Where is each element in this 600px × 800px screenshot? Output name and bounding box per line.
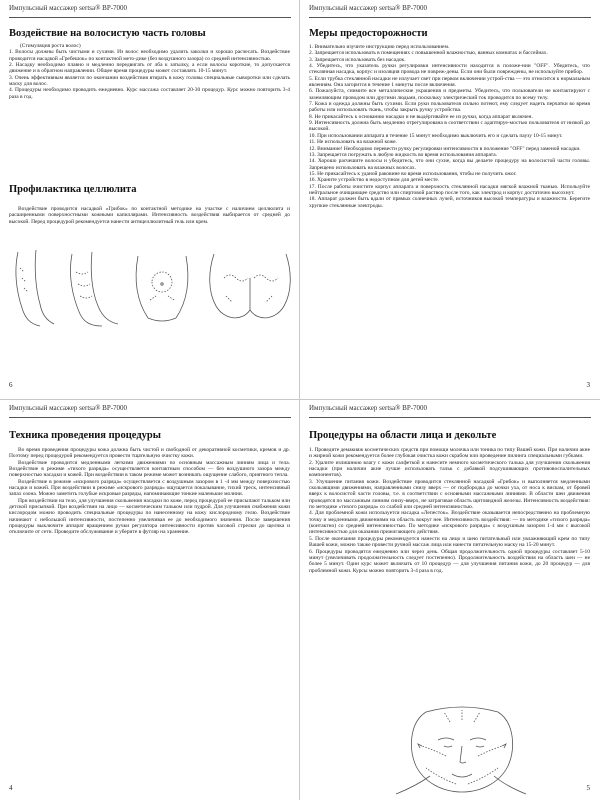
paragraph: Воздействие в режиме «искрового разряда» осуществляется с воздушным зазором в 1 -4 мм между поверхностью насадки и кожей. При воздействии в режиме «искрового разряда» ощущается покалывание, тихий треск, интенсивный запах озона. Можно заметить голубые искровые разряды, напоминающие тонкие маленькие молнии. bbox=[9, 478, 290, 498]
paragraph: Воздействие проводится насадкой «Грибок» по контактной методике на участке с наличием целлюлита и расширенными поверхностными кожными капиллярами. Интенсивность воздействия выбирается от средней до высокой. Перед процедурой рекомендуется нанести антицеллюлитный гель или крем. bbox=[9, 206, 290, 225]
cellulite-massage-illustration bbox=[10, 248, 295, 328]
paragraph: 1. Волосы должны быть чистыми и сухими. Из волос необходимо удалить заколки и хорошо расчесать. Воздействие проводится насадкой «Гребешок» по контактной мето-дике (без воздушного зазора) со средней интенсивностью. bbox=[9, 49, 290, 62]
header-rule bbox=[9, 17, 291, 18]
list-item: 11. Не использовать на влажной коже. bbox=[309, 139, 397, 146]
technique-body bbox=[9, 447, 290, 536]
paragraph: 2. Насадку необходимо плавно и медленно передвигать от лба к затылку, а если волосы короткие, то допускается движение и в обратном направлении. Общее время процедуры может составлять 10-15 минут. bbox=[9, 62, 290, 75]
paragraph: 3. Очень эффективным является по окончании воздействия втирать в кожу головы специальные сыворотки или сделать маску для волос. bbox=[9, 74, 290, 88]
page-6 bbox=[0, 0, 300, 400]
list-item: 5. После окончания процедуры рекомендуется нанести на лицо и шею питательный или увлажняющий крем по типу Вашей кожи, можно также провести ручной массаж лица или нанести питательную маску на 15-20 минут. bbox=[309, 535, 590, 549]
list-item: 16. Храните устройство в недоступном для детей месте. bbox=[309, 177, 440, 184]
page-4 bbox=[0, 400, 300, 800]
running-header: Импульсный массажер sertsa® BP-7000 bbox=[309, 4, 428, 12]
section-title-scalp: Воздействие на волосистую часть головы bbox=[9, 28, 206, 39]
list-item: 14. Хорошо расчешите волосы и убедитесь, что они сухие, когда вы делаете процедуру на волосистой части головы. Запрещено использовать на влажных волосах. bbox=[309, 158, 590, 171]
section-title-precautions: Меры предосторожности bbox=[309, 28, 428, 39]
page-number: 6 bbox=[9, 381, 13, 389]
running-header: Импульсный массажер sertsa® BP-7000 bbox=[9, 404, 128, 412]
list-item: 17. После работы очистите корпус аппарата и поверхность стеклянной насадки мягкой влажной тканью. Используйте нейтральное очищающее средство или спиртовой раствор после того, как электрод и корпус достаточно высохнут. bbox=[309, 183, 590, 196]
page-number: 3 bbox=[586, 381, 590, 389]
face-procedures-list bbox=[309, 447, 590, 574]
section-title-technique: Техника проведения процедуры bbox=[9, 430, 161, 441]
scalp-body bbox=[9, 43, 290, 100]
header-rule bbox=[9, 417, 291, 418]
list-item: 12. Внимание! Необходимо перевести ручку регулировки интенсивности в положение "OFF" перед заменой насадки. bbox=[309, 145, 581, 152]
list-item: 8. Не прикасайтесь к основанию насадки и не выдёргивайте ее из ручки, когда аппарат включен. bbox=[309, 113, 533, 120]
section-title-cellulite: Профилактика целлюлита bbox=[9, 184, 137, 195]
list-item: 6. Процедуры проводятся ежедневно или через день. Общая продолжительность одной процедуры составляет 5-10 минут (увеличивать продолжительность следует постепенно). Продолжительность воздействия на область шеи — не более 5 минут. Один курс может включать от 10 процедур — для улучшения питания кожи, до 20 процедур — для проблемной кожи. Курсы можно повторить 3-4 раза в год. bbox=[309, 548, 590, 574]
precautions-list bbox=[309, 44, 590, 209]
list-item: 10. При использовании аппарата в течение 15 минут необходимо выключить его и сделать паузу 10-15 минут. bbox=[309, 132, 563, 139]
page-number: 4 bbox=[9, 784, 13, 792]
paragraph: Воздействие проводится медленными легкими движениями по основным массажным линиям лица и тела. Воздействие в режиме «тихого разряда» осуществляется контактным способом — без воздушного зазора между поверхностью насадки и кожей. При воздействии в таком режиме может возникать ощущение слабого, приятного тепла. bbox=[9, 459, 290, 479]
section-title-face-decollete: Процедуры на области лица и декольте bbox=[309, 430, 497, 441]
running-header: Импульсный массажер sertsa® BP-7000 bbox=[9, 4, 128, 12]
face-massage-lines-illustration bbox=[386, 706, 536, 796]
list-item: 2. Запрещается использовать в помещениях с повышенной влажностью, ванных комнатах и бассейнах. bbox=[309, 50, 548, 57]
list-item: 9. Интенсивность должна быть медленно отрегулирована в соответствии с адаптируе-мостью пользователя от низкой до высокой. bbox=[309, 120, 590, 133]
list-item: 4. Убедитесь, что указатель ручки регулировки интенсивности находится в положе-нии "OFF". Убедитесь, что стеклянная насадка, корпус и изоляция провода не повреж-дены. Если они были повреждены, не используйте прибор. bbox=[309, 63, 590, 76]
page-number: 5 bbox=[586, 784, 590, 792]
list-item: 18. Аппарат должен быть вдали от прямых солнечных лучей, источников высокой температуры и влажности. Берегите хрупкие стеклянные электроды. bbox=[309, 196, 590, 209]
list-item: 5. Если трубка стеклянной насадки не излучает свет при первом включении устрой-ства — это относится к нормальным явлениям. Она загорится в течение 1 минуты после включения. bbox=[309, 75, 590, 89]
list-item: 3. Запрещается использовать без насадок. bbox=[309, 56, 406, 63]
paragraph: 4. Процедуры необходимо проводить ежедневно. Курс массажа составляет 20-30 процедур. Курс можно повторить 3-4 раза в год. bbox=[9, 87, 290, 100]
list-item: 3. Улучшение питания кожи. Воздействие проводится стеклянной насадкой «Грибок» и выполняется медленными скользящими движениями, направленными снизу вверх — от подбородка до мочки уха, от носа к вискам, от бровей вверх к волосистой части головы, т.е. в соответствии с основными массажными линиями. В области шеи движения проводятся по массажным линиям снизу-вверх, не затрагивая область щитовидной железы. Интенсивность воздействия: по методике «тихого разряда» со слабой или средней интенсивностью. bbox=[309, 478, 590, 511]
list-item: 13. Запрещается погружать в любую жидкость во время использования аппарата. bbox=[309, 151, 497, 158]
header-rule bbox=[309, 17, 591, 18]
header-rule bbox=[309, 417, 591, 418]
list-item: 1. Проведите демакияж косметических средств при помощи молочка или тоника по типу Вашей кожи. При наличии акне и жирной кожи рекомендуется более глубокая очистка кожи скрабом или проведение пилинга специальными губками. bbox=[309, 447, 590, 460]
list-item: 6. Пожалуйста, снимите все металлические украшения и предметы. Убедитесь, что пользователи не контактируют с заземляющим проводом или другими людьми, поскольку электрический ток проводится по всему телу. bbox=[309, 88, 590, 101]
paragraph: При воздействии на тело, для улучшения скольжения насадки по коже, перед процедурой ее присыпают тальком или детской присыпкой. При воздействии на лицо — косметическим тальком или пудрой. Для улучшения снабжения кожи кислородом можно проводить специальные процедуры по нанесенному на кожу кислородному гелю. Воздействие начинают с небольшой интенсивности, постепенно увеличивая ее до необходимого значения. После завершения процедуры выключите аппарат вращением ручки регулятора интенсивности против часовой стрелки до щелчка и отключите от сети. Проведите обслуживание и уберите в футляр на хранение. bbox=[9, 497, 290, 536]
list-item: 2. Удалите излишнюю влагу с кожи салфеткой и нанесите немного косметического талька для улучшения скольжения насадки (при наличии акне лучше использовать тальк с добавкой подсушивающих противовоспалительных компонентов). bbox=[309, 459, 590, 479]
running-header: Импульсный массажер sertsa® BP-7000 bbox=[309, 404, 428, 412]
list-item: 1. Внимательно изучите инструкцию перед использованием. bbox=[309, 44, 450, 50]
page-5 bbox=[300, 400, 600, 800]
page-3 bbox=[300, 0, 600, 400]
cellulite-body bbox=[9, 206, 290, 225]
list-item: 4. Для проблемной кожи используется насадка «Лепесток». Воздействие оказывается непосредственно на проблемную точку и медленными движениями на область вокруг нее. Интенсивность воздействия: — по методике «тихого разряда» (контактно) со средней интенсивностью. По методике «искрового разряда» с воздушным зазором 1-4 мм с высокой интенсивностью для оказания прижигающего действия. bbox=[309, 510, 590, 536]
paragraph: Во время проведения процедуры кожа должна быть чистой и свободной от декоративной косметики, кремов и др. Поэтому перед процедурой рекомендуется провести тщательную очистку кожи. bbox=[9, 447, 290, 460]
list-item: 7. Кожа и одежда должны быть сухими. Если руки пользователя сильно потеют, ему следует надеть перчатки во время работы или использовать ткань, чтобы закрыть ручку устройства. bbox=[309, 101, 590, 114]
list-item: 15. Не прикасайтесь к уданой раковине во время использования, чтобы не получить ожог. bbox=[309, 170, 517, 177]
paragraph: (Стимуляция роста волос) bbox=[20, 43, 81, 49]
